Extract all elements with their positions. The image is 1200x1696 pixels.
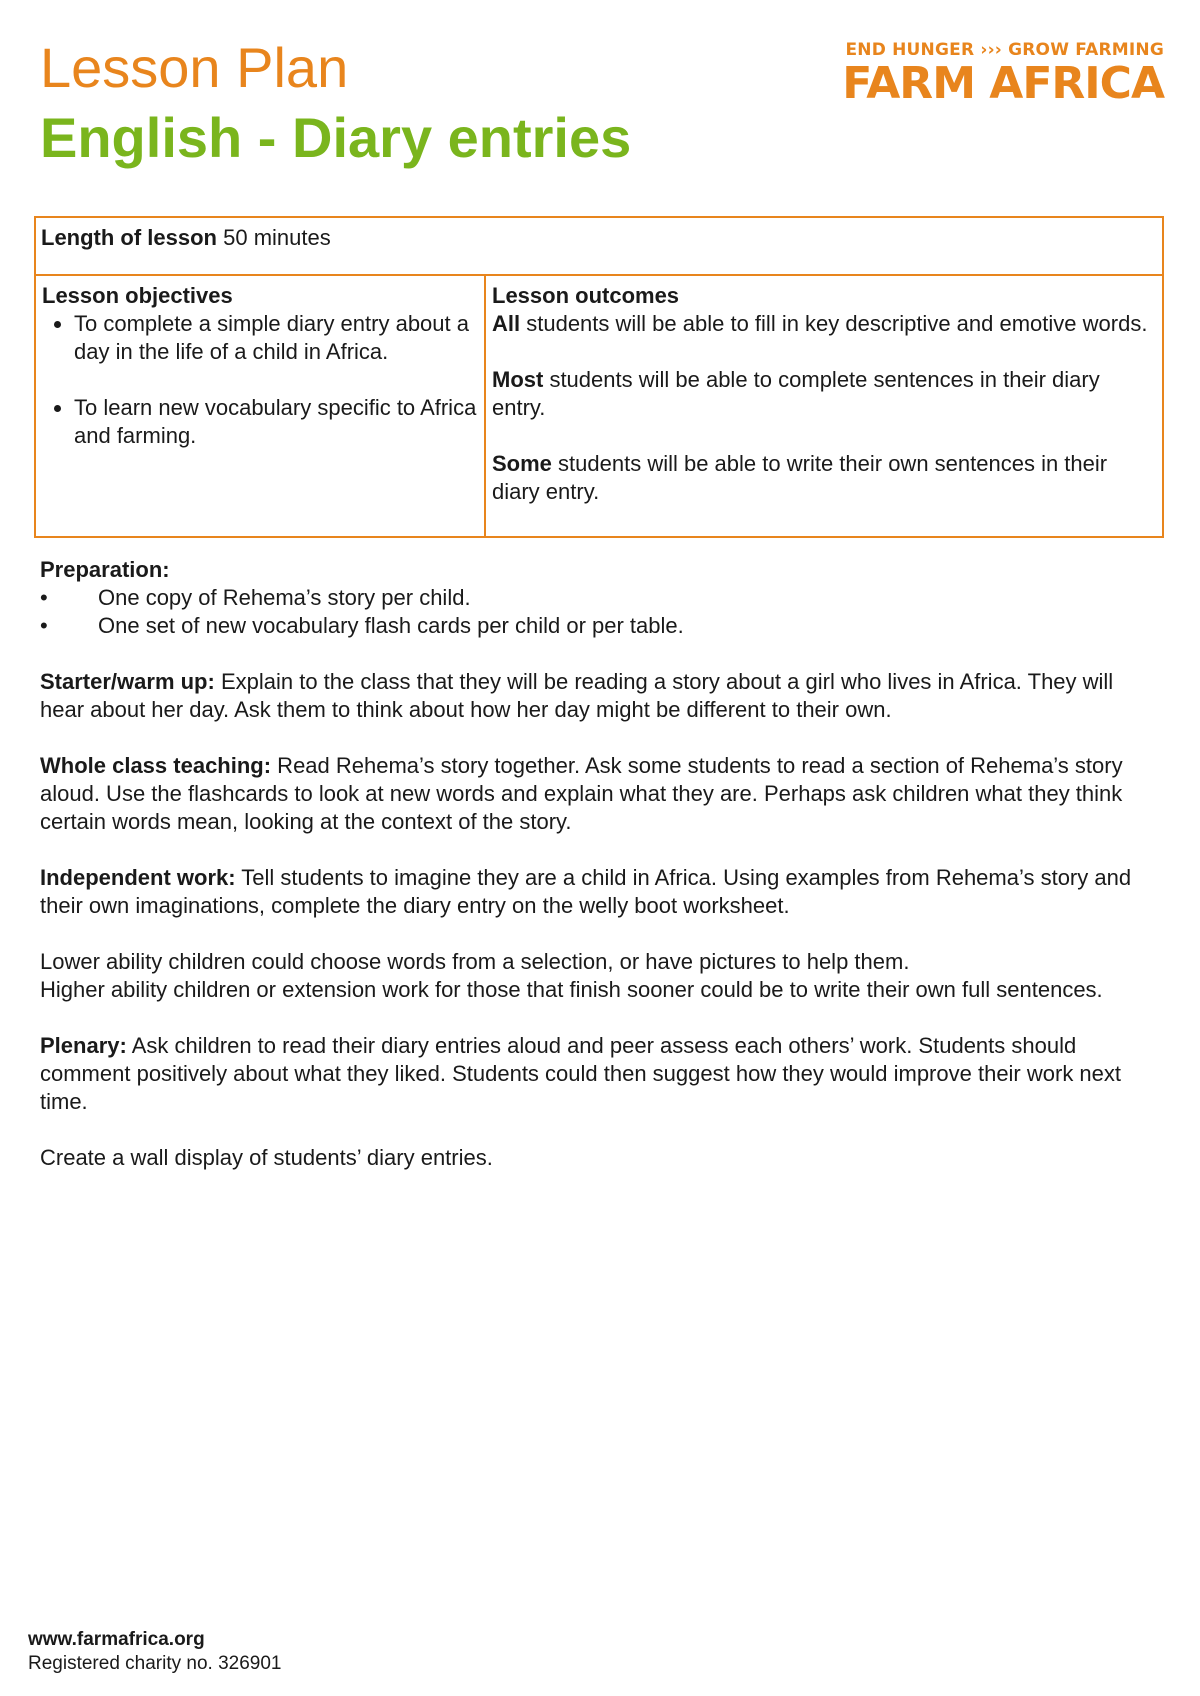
objective-item: • To complete a simple diary entry about a day in the life of a child in Africa. [74, 310, 478, 366]
outcome-text: students will be able to complete sentences in their diary entry. [492, 367, 1100, 420]
page-subtitle: English - Diary entries [40, 106, 632, 169]
outcome-text: students will be able to write their own sentences in their diary entry. [492, 451, 1108, 504]
independent-section [40, 864, 1160, 920]
preparation-item: • One set of new vocabulary flash cards per child or per table. [40, 612, 1160, 640]
whole-class-label: Whole class teaching: [40, 753, 272, 778]
objectives-outcomes-row [35, 275, 1163, 537]
whole-class-section [40, 752, 1160, 836]
length-value: 50 minutes [223, 225, 331, 250]
whole-class-text: Read Rehema’s story together. Ask some students to read a section of Rehema’s story aloud. Use the flashcards to look at new words and explain what they are. Perhaps ask children what they think certain words mean, looking at the context of the story. [40, 753, 1123, 834]
length-row [35, 217, 1163, 275]
outcome-lead: All [492, 311, 521, 336]
objectives-heading: Lesson objectives [42, 283, 233, 308]
plenary-section [40, 1032, 1160, 1116]
outcome-lead: Some [492, 451, 552, 476]
plenary-text: Ask children to read their diary entries aloud and peer assess each others’ work. Students should comment positively about what they liked. Students could then suggest how they would improve their work next time. [40, 1033, 1122, 1114]
length-cell [35, 217, 1163, 275]
starter-text: Explain to the class that they will be reading a story about a girl who lives in Africa. They will hear about her day. Ask them to think about how her day might be different to their own. [40, 669, 1114, 722]
independent-text: Tell students to imagine they are a child in Africa. Using examples from Rehema’s story and their own imaginations, complete the diary entry on the welly boot worksheet. [40, 865, 1132, 918]
objectives-cell [35, 275, 485, 537]
starter-section [40, 668, 1160, 724]
plenary-label: Plenary: [40, 1033, 127, 1058]
outcome-item [492, 450, 1156, 506]
outcome-lead: Most [492, 367, 544, 392]
higher-ability-text: Higher ability children or extension work for those that finish sooner could be to write their own full sentences. [40, 977, 1103, 1002]
outcome-item [492, 366, 1156, 422]
preparation-heading: Preparation: [40, 557, 170, 582]
lesson-body [40, 556, 1160, 1200]
outcomes-cell [485, 275, 1163, 537]
logo-brand: FARM AFRICA [842, 58, 1164, 109]
outcome-text: students will be able to fill in key descriptive and emotive words. [520, 311, 1148, 336]
farm-africa-logo [842, 40, 1164, 109]
differentiation-section [40, 948, 1160, 1004]
preparation-item: • One copy of Rehema’s story per child. [40, 584, 1160, 612]
lower-ability-text: Lower ability children could choose words from a selection, or have pictures to help them. [40, 949, 910, 974]
objectives-list [42, 310, 478, 450]
logo-tagline: END HUNGER ››› GROW FARMING [845, 40, 1164, 60]
objective-item: • To learn new vocabulary specific to Africa and farming. [74, 394, 478, 450]
footer [28, 1628, 282, 1676]
footer-charity: Registered charity no. 326901 [28, 1653, 282, 1674]
page-title: Lesson Plan [40, 36, 349, 99]
outcomes-heading: Lesson outcomes [492, 283, 680, 308]
outcome-item [492, 310, 1156, 338]
preparation-list [40, 584, 1160, 640]
starter-label: Starter/warm up: [40, 669, 215, 694]
lesson-table [34, 216, 1164, 538]
closing-text: Create a wall display of students’ diary entries. [40, 1145, 493, 1170]
independent-label: Independent work: [40, 865, 236, 890]
length-label: Length of lesson [41, 225, 217, 250]
footer-url[interactable]: www.farmafrica.org [28, 1629, 205, 1650]
